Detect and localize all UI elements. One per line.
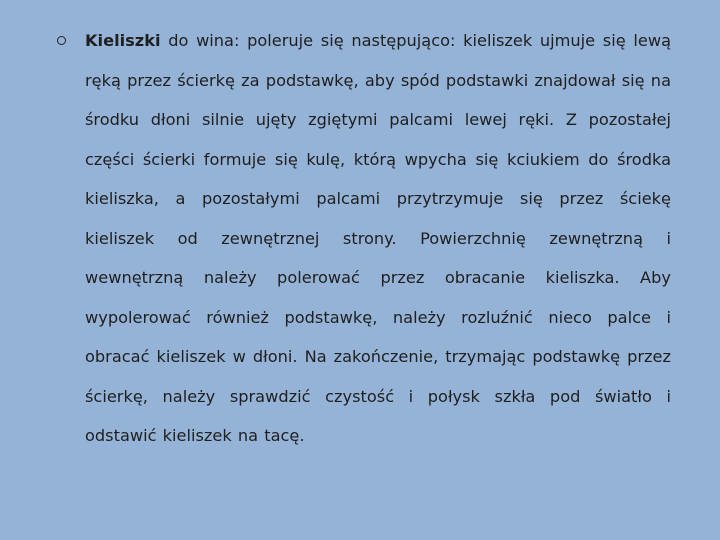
bullet-body-text: do wina: poleruje się następująco: kieliszek ujmuje się lewą ręką przez ścierkę za podstawkę, aby spód podstawki znajdował się na środku dłoni silnie ujęty zgiętymi palcami lewej ręki. Z pozostałej części ścierki formuje się kulę, którą wpycha się kciukiem do środka kieliszka, a pozostałymi palcami przytrzymuje się przez ściekę kieliszek od zewnętrznej strony. Powierzchnię zewnętrzną i wewnętrzną należy polerować przez obracanie kieliszka. Aby wypolerować również podstawkę, należy rozluźnić nieco palce i obracać kieliszek w dłoni. Na zakończenie, trzymając podstawkę przez ścierkę, należy sprawdzić czystość i połysk szkła pod światło i odstawić kieliszek na tacę. (85, 31, 671, 445)
bullet-paragraph (85, 21, 671, 456)
hollow-circle-bullet-icon (57, 36, 66, 45)
bullet-lead-term: Kieliszki (85, 31, 161, 50)
bullet-item (57, 32, 677, 456)
